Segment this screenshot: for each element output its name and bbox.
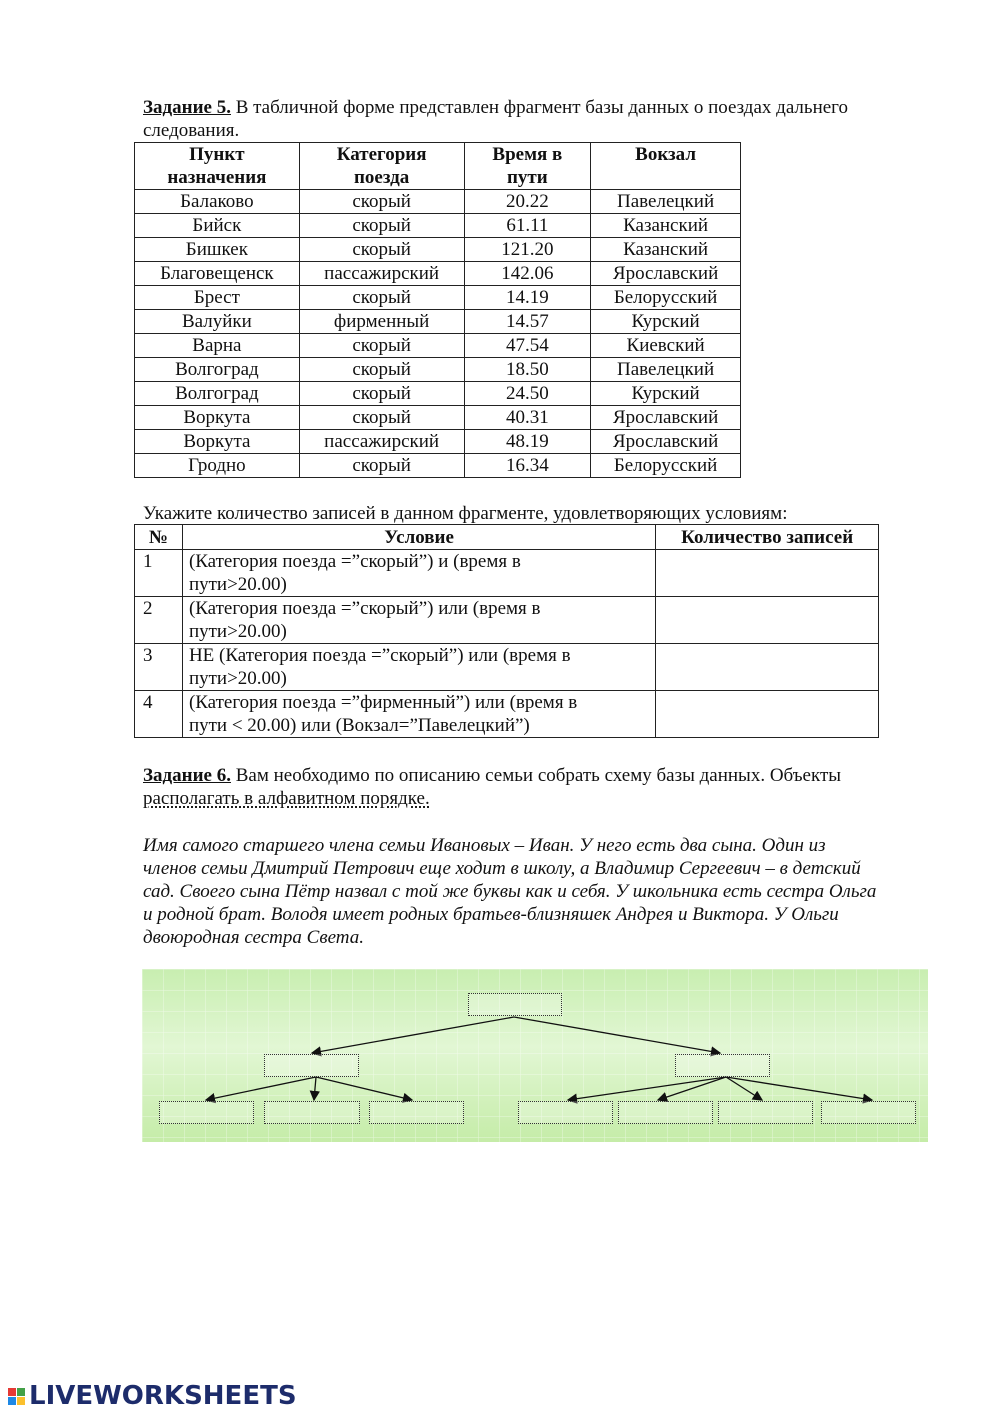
tree-box-grandchild[interactable] bbox=[618, 1101, 713, 1124]
condition-row bbox=[135, 597, 879, 644]
cell-travel-time: 14.19 bbox=[464, 286, 591, 310]
cell-category: пассажирский bbox=[299, 430, 464, 454]
record-count-answer[interactable] bbox=[656, 550, 879, 597]
condition-row bbox=[135, 691, 879, 738]
condition-text-line2: пути>20.00) bbox=[188, 621, 287, 642]
cell-travel-time: 20.22 bbox=[464, 190, 591, 214]
cell-travel-time: 61.11 bbox=[464, 214, 591, 238]
conditions-table bbox=[134, 524, 879, 738]
condition-text-line2: пути < 20.00) или (Вокзал=”Павелецкий”) bbox=[188, 715, 530, 736]
train-row bbox=[135, 430, 741, 454]
train-row bbox=[135, 262, 741, 286]
cell-station: Курский bbox=[591, 310, 741, 334]
train-row bbox=[135, 454, 741, 478]
cell-category: фирменный bbox=[299, 310, 464, 334]
cell-category: скорый bbox=[299, 190, 464, 214]
logo-blocks-icon bbox=[8, 1388, 25, 1405]
cell-category: пассажирский bbox=[299, 262, 464, 286]
condition-text-line2: пути>20.00) bbox=[188, 574, 287, 595]
cell-category: скорый bbox=[299, 454, 464, 478]
record-count-answer[interactable] bbox=[656, 691, 879, 738]
task5-title: Задание 5. bbox=[143, 97, 231, 118]
condition-text bbox=[182, 550, 655, 597]
header-station: Вокзал bbox=[591, 143, 741, 190]
condition-number: 4 bbox=[135, 691, 183, 738]
condition-row bbox=[135, 644, 879, 691]
tree-box-grandchild[interactable] bbox=[159, 1101, 254, 1124]
cell-station: Киевский bbox=[591, 334, 741, 358]
tree-box-grandchild[interactable] bbox=[264, 1101, 360, 1124]
tree-box-root[interactable] bbox=[468, 993, 562, 1016]
record-count-answer[interactable] bbox=[656, 597, 879, 644]
cell-category: скорый bbox=[299, 214, 464, 238]
condition-row bbox=[135, 550, 879, 597]
cell-station: Ярославский bbox=[591, 406, 741, 430]
cell-category: скорый bbox=[299, 286, 464, 310]
condition-text-line1: (Категория поезда =”скорый”) или (время в bbox=[188, 598, 541, 619]
condition-text bbox=[182, 597, 655, 644]
tree-box-grandchild[interactable] bbox=[518, 1101, 613, 1124]
task6-intro-line2: располагать в алфавитном порядке. bbox=[143, 788, 430, 809]
task5-intro bbox=[143, 96, 848, 142]
tree-box-child-left[interactable] bbox=[264, 1054, 359, 1077]
condition-text bbox=[182, 691, 655, 738]
cell-travel-time: 47.54 bbox=[464, 334, 591, 358]
liveworksheets-logo bbox=[8, 1381, 297, 1411]
task5-intro-line1: В табличной форме представлен фрагмент базы данных о поездах дальнего bbox=[230, 97, 848, 118]
cell-station: Курский bbox=[591, 382, 741, 406]
condition-text-line1: (Категория поезда =”фирменный”) или (время в bbox=[188, 692, 578, 713]
cell-destination: Благовещенск bbox=[135, 262, 300, 286]
story-line: сад. Своего сына Пётр назвал с той же буквы как и себя. У школьника есть сестра Ольга bbox=[143, 881, 877, 902]
train-row bbox=[135, 310, 741, 334]
train-row bbox=[135, 238, 741, 262]
train-row bbox=[135, 286, 741, 310]
condition-text-line2: пути>20.00) bbox=[188, 668, 287, 689]
cell-travel-time: 18.50 bbox=[464, 358, 591, 382]
story-line: Имя самого старшего члена семьи Ивановых – Иван. У него есть два сына. Один из bbox=[143, 835, 826, 856]
cell-destination: Воркута bbox=[135, 406, 300, 430]
cell-travel-time: 142.06 bbox=[464, 262, 591, 286]
cell-station: Ярославский bbox=[591, 430, 741, 454]
cell-travel-time: 48.19 bbox=[464, 430, 591, 454]
train-table bbox=[134, 142, 741, 478]
cell-destination: Бишкек bbox=[135, 238, 300, 262]
train-row bbox=[135, 334, 741, 358]
family-story bbox=[143, 834, 876, 949]
story-line: и родной брат. Володя имеет родных братьев-близняшек Андрея и Виктора. У Ольги bbox=[143, 904, 839, 925]
header-condition: Условие bbox=[182, 525, 655, 550]
cell-travel-time: 14.57 bbox=[464, 310, 591, 334]
header-destination: Пункт назначения bbox=[135, 143, 300, 190]
cell-station: Ярославский bbox=[591, 262, 741, 286]
task6-intro bbox=[143, 764, 841, 810]
cell-station: Белорусский bbox=[591, 454, 741, 478]
cell-station: Казанский bbox=[591, 214, 741, 238]
cell-destination: Гродно bbox=[135, 454, 300, 478]
train-table-header bbox=[135, 143, 741, 190]
tree-box-grandchild[interactable] bbox=[369, 1101, 464, 1124]
logo-text: LIVEWORKSHEETS bbox=[29, 1381, 297, 1411]
cell-station: Белорусский bbox=[591, 286, 741, 310]
family-tree-diagram bbox=[142, 969, 928, 1142]
question-text: Укажите количество записей в данном фрагменте, удовлетворяющих условиям: bbox=[143, 503, 788, 524]
cell-station: Казанский bbox=[591, 238, 741, 262]
cell-travel-time: 121.20 bbox=[464, 238, 591, 262]
condition-number: 3 bbox=[135, 644, 183, 691]
task6-title: Задание 6. bbox=[143, 765, 231, 786]
train-row bbox=[135, 214, 741, 238]
tree-box-child-right[interactable] bbox=[675, 1054, 770, 1077]
conditions-header bbox=[135, 525, 879, 550]
train-row bbox=[135, 190, 741, 214]
task6-intro-line1: Вам необходимо по описанию семьи собрать схему базы данных. Объекты bbox=[230, 765, 842, 786]
cell-travel-time: 24.50 bbox=[464, 382, 591, 406]
cell-destination: Варна bbox=[135, 334, 300, 358]
story-line: членов семьи Дмитрий Петрович еще ходит в школу, а Владимир Сергеевич – в детский bbox=[143, 858, 861, 879]
header-record-count: Количество записей bbox=[656, 525, 879, 550]
cell-destination: Балаково bbox=[135, 190, 300, 214]
cell-category: скорый bbox=[299, 406, 464, 430]
cell-category: скорый bbox=[299, 382, 464, 406]
cell-category: скорый bbox=[299, 358, 464, 382]
story-line: двоюродная сестра Света. bbox=[143, 927, 364, 948]
cell-destination: Бийск bbox=[135, 214, 300, 238]
header-category: Категория поезда bbox=[299, 143, 464, 190]
cell-category: скорый bbox=[299, 334, 464, 358]
condition-number: 2 bbox=[135, 597, 183, 644]
condition-text-line1: (Категория поезда =”скорый”) и (время в bbox=[188, 551, 521, 572]
task5-intro-line2: следования. bbox=[143, 120, 240, 141]
tree-box-grandchild[interactable] bbox=[718, 1101, 813, 1124]
header-travel-time: Время в пути bbox=[464, 143, 591, 190]
tree-box-grandchild[interactable] bbox=[821, 1101, 916, 1124]
train-row bbox=[135, 382, 741, 406]
cell-destination: Волгоград bbox=[135, 358, 300, 382]
record-count-answer[interactable] bbox=[656, 644, 879, 691]
cell-travel-time: 16.34 bbox=[464, 454, 591, 478]
cell-destination: Воркута bbox=[135, 430, 300, 454]
cell-category: скорый bbox=[299, 238, 464, 262]
train-row bbox=[135, 406, 741, 430]
cell-station: Павелецкий bbox=[591, 358, 741, 382]
condition-text bbox=[182, 644, 655, 691]
cell-travel-time: 40.31 bbox=[464, 406, 591, 430]
condition-number: 1 bbox=[135, 550, 183, 597]
cell-station: Павелецкий bbox=[591, 190, 741, 214]
train-row bbox=[135, 358, 741, 382]
header-number: № bbox=[135, 525, 183, 550]
cell-destination: Валуйки bbox=[135, 310, 300, 334]
cell-destination: Брест bbox=[135, 286, 300, 310]
condition-text-line1: НЕ (Категория поезда =”скорый”) или (время в bbox=[188, 645, 571, 666]
cell-destination: Волгоград bbox=[135, 382, 300, 406]
